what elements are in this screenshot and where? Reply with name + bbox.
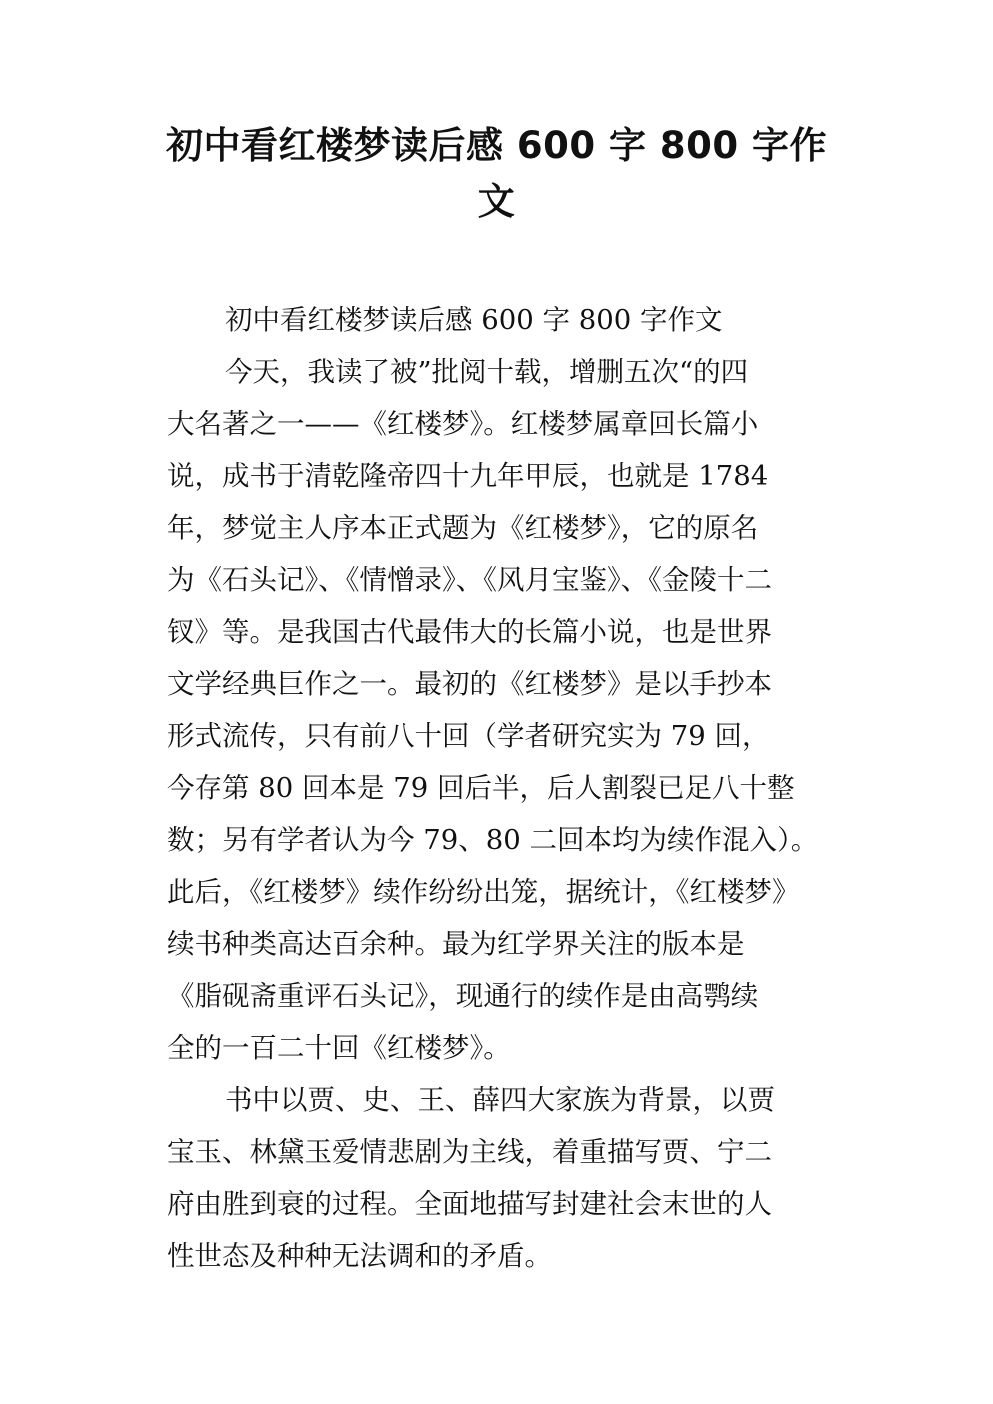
body-line: 今天，我读了被”批阅十载，增删五次“的四	[225, 356, 749, 388]
title-line-2: 文	[477, 180, 516, 223]
body-line: 《脂砚斋重评石头记》，现通行的续作是由高鹗续	[167, 980, 759, 1012]
body-line: 文学经典巨作之一。最初的《红楼梦》是以手抄本	[167, 668, 772, 700]
body-line: 年，梦觉主人序本正式题为《红楼梦》，它的原名	[167, 512, 759, 544]
body-line: 书中以贾、史、王、薛四大家族为背景，以贾	[225, 1084, 775, 1116]
body-line: 钗》等。是我国古代最伟大的长篇小说，也是世界	[167, 616, 772, 648]
body-line: 大名著之一——《红楼梦》。红楼梦属章回长篇小	[167, 408, 759, 440]
body-line: 全的一百二十回《红楼梦》。	[167, 1032, 511, 1064]
body-line: 性世态及种种无法调和的矛盾。	[167, 1240, 552, 1272]
body-line: 今存第 80 回本是 79 回后半，后人割裂已足八十整	[167, 772, 795, 804]
title-line-1: 初中看红楼梦读后感 600 字 800 字作	[166, 124, 827, 167]
body-line: 形式流传，只有前八十回（学者研究实为 79 回，	[167, 720, 770, 752]
body-line: 说，成书于清乾隆帝四十九年甲辰，也就是 1784	[167, 460, 769, 492]
body-line: 续书种类高达百余种。最为红学界关注的版本是	[167, 928, 745, 960]
body-line: 数；另有学者认为今 79、80 二回本均为续作混入）。	[167, 824, 819, 856]
body-line: 府由胜到衰的过程。全面地描写封建社会末世的人	[167, 1188, 772, 1220]
body-line: 初中看红楼梦读后感 600 字 800 字作文	[225, 304, 723, 336]
document-title	[150, 118, 843, 230]
body-line: 为《石头记》、《情憎录》、《风月宝鉴》、《金陵十二	[167, 564, 772, 596]
body-line: 此后，《红楼梦》续作纷纷出笼，据统计，《红楼梦》	[167, 876, 800, 908]
body-line: 宝玉、林黛玉爱情悲剧为主线，着重描写贾、宁二	[167, 1136, 772, 1168]
